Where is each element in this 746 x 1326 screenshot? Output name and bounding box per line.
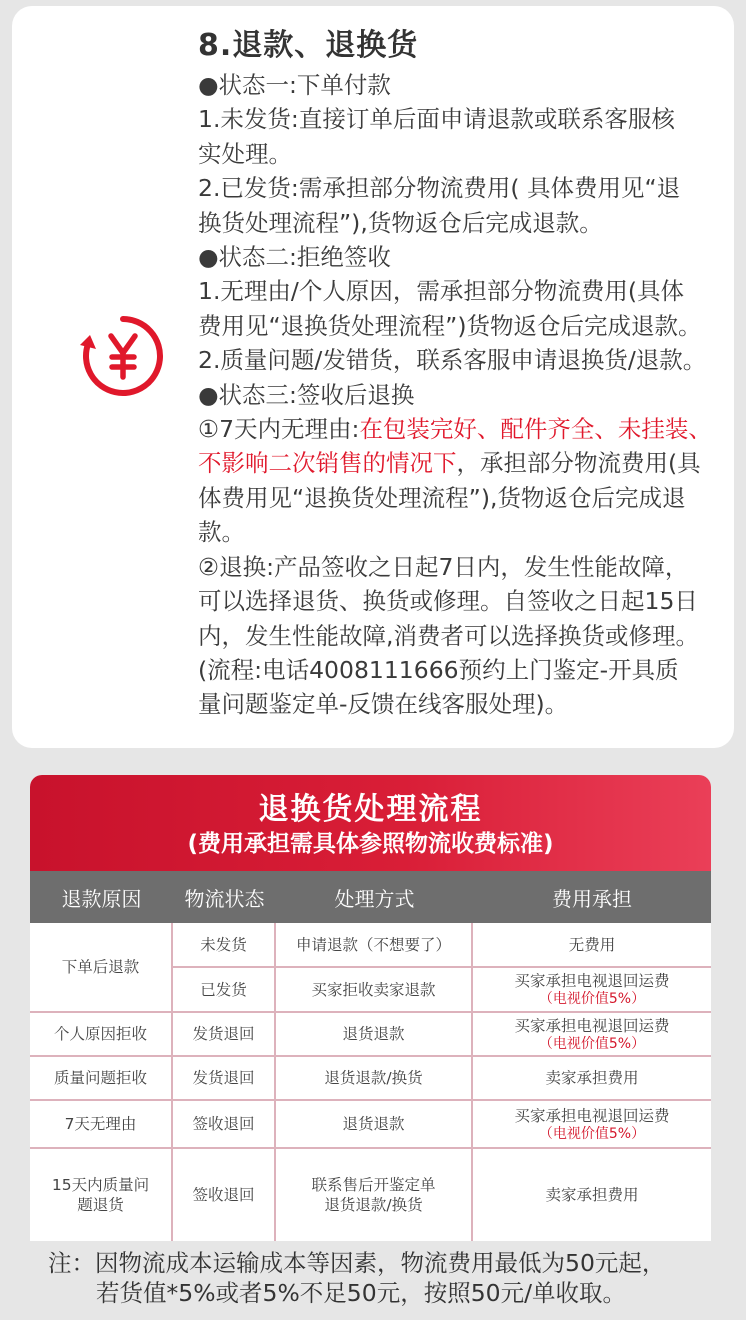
table-cell: 下单后退款	[30, 923, 173, 1013]
policy-line	[198, 206, 738, 240]
column-header: 费用承担	[552, 886, 632, 911]
column-header: 处理方式	[334, 886, 415, 911]
policy-line	[198, 378, 738, 412]
table-cell: 买家承担电视退回运费 （电视价值5%）	[473, 1013, 711, 1057]
fee-note: （电视价值5%）	[538, 991, 646, 1007]
policy-line	[198, 68, 738, 102]
table-cell: 退货退款	[276, 1101, 473, 1149]
note-line: 若货值*5%或者5%不足50元，按照50元/单收取。	[96, 1279, 627, 1307]
policy-text-segment: 2.已发货:需承担部分物流费用( 具体费用见“退	[198, 174, 681, 203]
policy-line	[198, 619, 738, 653]
table-cell: 已发货	[173, 968, 276, 1013]
table-cell: 卖家承担费用	[473, 1057, 711, 1101]
table-cell: 退货退款	[276, 1013, 473, 1057]
bottom-strip	[0, 1320, 746, 1326]
policy-title: 8.退款、退换货	[198, 28, 419, 63]
policy-text-segment: ●状态二:拒绝签收	[198, 243, 391, 272]
policy-line	[198, 240, 738, 274]
table-cell: 卖家承担费用	[545, 1186, 639, 1204]
policy-text-segment: ●状态三:签收后退换	[198, 380, 415, 409]
process-header	[30, 775, 711, 871]
table-cell: 买家承担电视退回运费 （电视价值5%）	[473, 968, 711, 1013]
table-cell: 7天无理由	[30, 1101, 173, 1149]
policy-line	[198, 343, 738, 377]
yuan-refund-icon	[78, 311, 168, 401]
highlight-text: 在包装完好、配件齐全、未挂装、	[359, 415, 712, 444]
table-cell: 未发货	[173, 923, 276, 968]
policy-text-segment: 费用见“退换货处理流程”)货物返仓后完成退款。	[198, 311, 702, 340]
policy-text-segment: ，承担部分物流费用(具	[456, 449, 701, 478]
column-header: 退款原因	[61, 886, 142, 911]
policy-line	[198, 412, 738, 446]
policy-line	[198, 446, 738, 480]
policy-line	[198, 515, 738, 549]
table-body	[30, 923, 711, 1241]
table-cell: 买家拒收卖家退款	[276, 968, 473, 1013]
process-title: 退换货处理流程	[258, 792, 483, 827]
column-header: 物流状态	[184, 886, 265, 911]
process-subtitle: (费用承担需具体参照物流收费标准)	[187, 831, 554, 857]
policy-text-segment: 2.质量问题/发错货，联系客服申请退换货/退款。	[198, 346, 707, 375]
policy-content	[198, 26, 738, 722]
policy-text-segment: 可以选择退货、换货或修理。自签收之日起15日	[198, 587, 698, 616]
policy-text-segment: 1.未发货:直接订单后面申请退款或联系客服核	[198, 105, 675, 134]
fee-note: （电视价值5%）	[538, 1125, 646, 1142]
policy-line	[198, 102, 738, 136]
fee-note: （电视价值5%）	[538, 1035, 646, 1052]
policy-text	[198, 68, 738, 722]
policy-card	[12, 6, 734, 748]
policy-text-segment: 量问题鉴定单-反馈在线客服处理)。	[198, 690, 569, 719]
table-cell: 15天内质量问 题退货	[30, 1149, 173, 1241]
table-cell: 签收退回	[173, 1149, 276, 1241]
policy-line	[198, 481, 738, 515]
policy-text-segment: ①7天内无理由:	[198, 415, 360, 444]
table-cell: 发货退回	[173, 1013, 276, 1057]
table-cell: 质量问题拒收	[30, 1057, 173, 1101]
table-header-row	[30, 871, 711, 923]
policy-line	[198, 584, 738, 618]
table-cell: 退货退款/换货	[276, 1057, 473, 1101]
note-line: 注：因物流成本运输成本等因素，物流费用最低为50元起，	[48, 1249, 666, 1277]
policy-text-segment: 体费用见“退换货处理流程”),货物返仓后完成退	[198, 483, 686, 512]
table-cell: 发货退回	[173, 1057, 276, 1101]
policy-line	[198, 137, 738, 171]
policy-text-segment: 1.无理由/个人原因，需承担部分物流费用(具体	[198, 277, 685, 306]
policy-line	[198, 687, 738, 721]
policy-text-segment: 款。	[198, 518, 245, 547]
table-cell: 无费用	[473, 923, 711, 968]
policy-line	[198, 309, 738, 343]
process-table-card	[30, 775, 711, 1241]
highlight-text: 不影响二次销售的情况下	[198, 449, 457, 478]
policy-line	[198, 653, 738, 687]
policy-line	[198, 274, 738, 308]
table-cell: 申请退款（不想要了）	[276, 923, 473, 968]
policy-text-segment: 内，发生性能故障,消费者可以选择换货或修理。	[198, 621, 699, 650]
policy-text-segment: (流程:电话4008111666预约上门鉴定-开具质	[198, 655, 679, 684]
table-cell: 签收退回	[173, 1101, 276, 1149]
policy-text-segment: 换货处理流程”),货物返仓后完成退款。	[198, 208, 603, 237]
table-cell: 个人原因拒收	[30, 1013, 173, 1057]
table-cell: 联系售后开鉴定单 退货退款/换货	[276, 1149, 473, 1241]
policy-text-segment: ●状态一:下单付款	[198, 71, 391, 99]
shipping-fee-note	[48, 1248, 728, 1308]
policy-line	[198, 550, 738, 584]
policy-text-segment: 实处理。	[198, 139, 292, 168]
policy-line	[198, 171, 738, 205]
policy-text-segment: ②退换:产品签收之日起7日内，发生性能故障，	[198, 552, 689, 581]
table-cell: 买家承担电视退回运费 （电视价值5%）	[473, 1101, 711, 1149]
